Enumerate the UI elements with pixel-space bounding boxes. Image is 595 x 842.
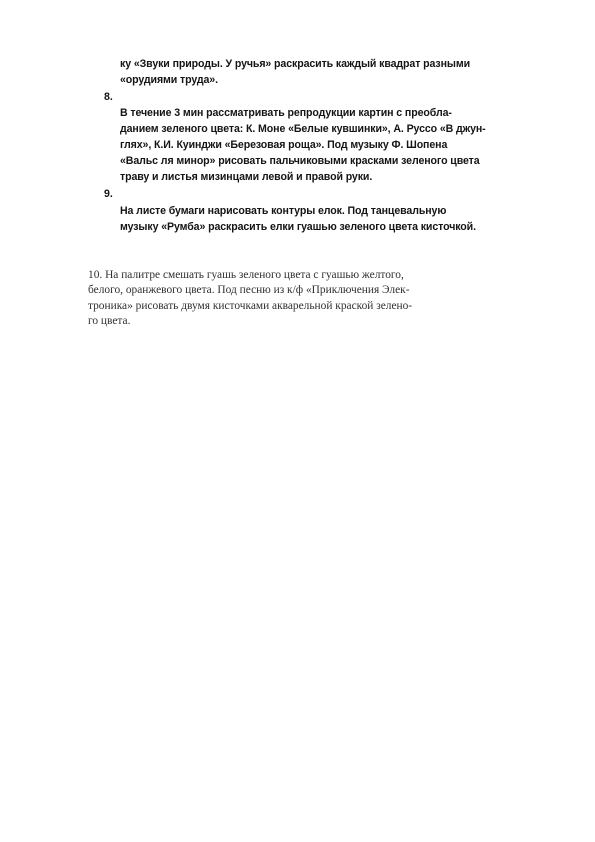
text-line: «Вальс ля минор» рисовать пальчиковыми красками зеленого цвета [120, 155, 480, 167]
text-line: траву и листья мизинцами левой и правой руки. [120, 171, 373, 183]
text-line: музыку «Румба» раскрасить елки гуашью зеленого цвета кисточкой. [120, 221, 476, 233]
text-line: 10. На палитре смешать гуашь зеленого цвета с гуашью желтого, [88, 269, 404, 281]
text-line: белого, оранжевого цвета. Под песню из к/ф «Приключения Элек- [88, 284, 410, 297]
item-number-8: 8. [104, 91, 113, 103]
item-number-9: 9. [104, 188, 113, 200]
paragraph-item-9 [120, 203, 540, 235]
text-line: «орудиями труда». [120, 74, 218, 86]
text-line: ку «Звуки природы. У ручья» раскрасить каждый квадрат разными [120, 58, 470, 70]
text-line: данием зеленого цвета: К. Моне «Белые кувшинки», А. Руссо «В джун- [120, 123, 486, 135]
paragraph-continuation [120, 56, 540, 88]
text-line: На листе бумаги нарисовать контуры елок. Под танцевальную [120, 205, 447, 217]
paragraph-item-8 [120, 105, 540, 185]
paragraph-item-10 [88, 268, 508, 329]
text-line: глях», К.И. Куинджи «Березовая роща». Под музыку Ф. Шопена [120, 139, 448, 151]
text-line: троника» рисовать двумя кисточками акварельной краской зелено- [88, 299, 413, 312]
text-line: В течение 3 мин рассматривать репродукции картин с преобла- [120, 107, 452, 119]
text-line: го цвета. [88, 314, 131, 327]
